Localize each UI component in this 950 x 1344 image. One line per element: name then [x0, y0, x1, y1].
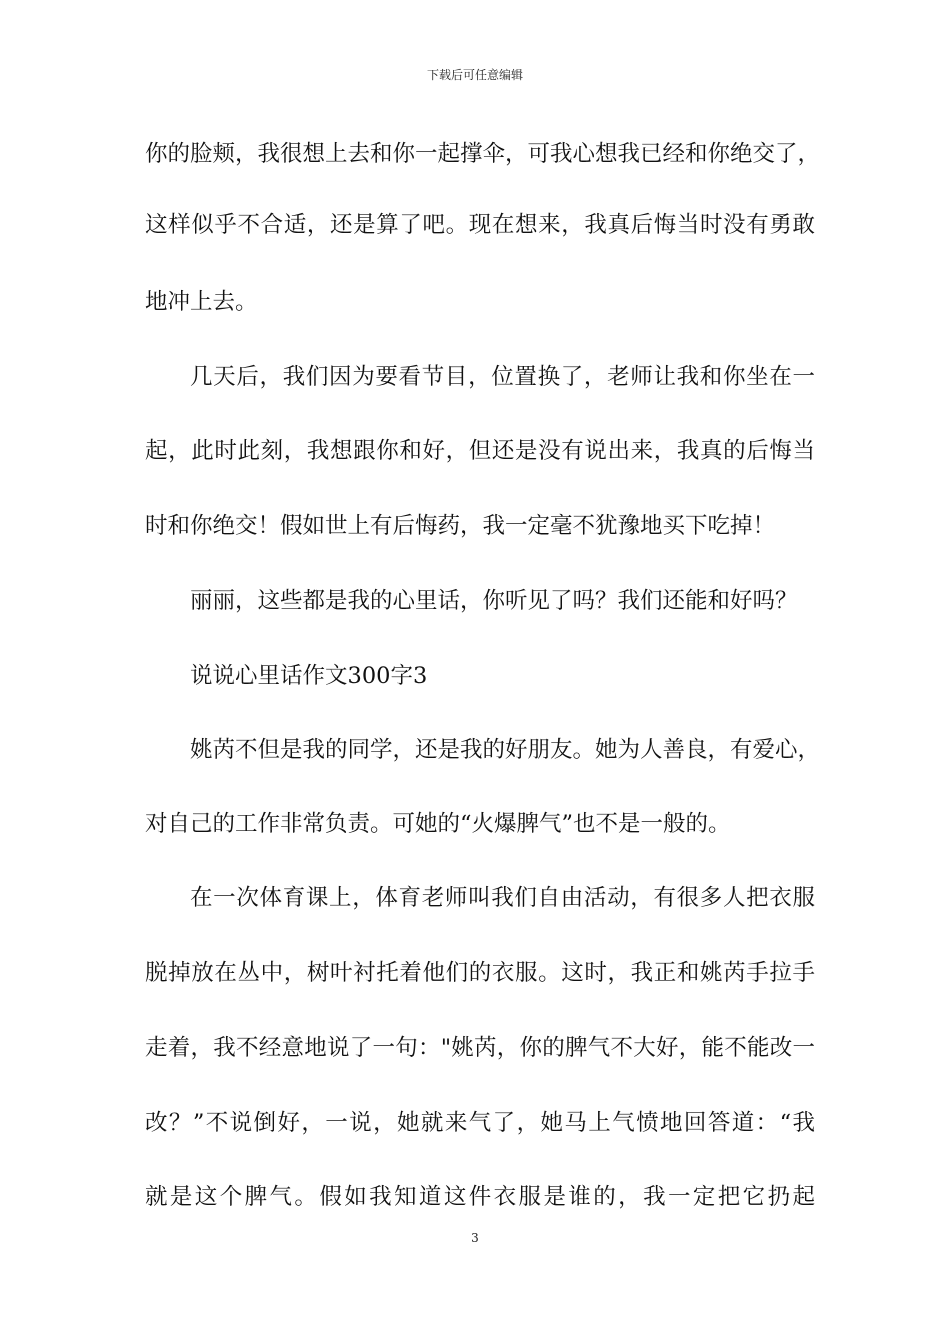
text-line-3: 地冲上去。: [145, 289, 258, 315]
text-line-4: 几天后，我们因为要看节目，位置换了，老师让我和你坐在一: [190, 364, 815, 390]
text-line-10: 对自己的工作非常负责。可她的“火爆脾气”也不是一般的。: [145, 811, 731, 837]
page-number: 3: [471, 1231, 479, 1245]
text-line-15: 就是这个脾气。假如我知道这件衣服是谁的，我一定把它扔起: [145, 1184, 815, 1210]
text-line-5: 起，此时此刻，我想跟你和好，但还是没有说出来，我真的后悔当: [145, 438, 815, 464]
text-line-13: 走着，我不经意地说了一句："姚芮，你的脾气不大好，能不能改一: [145, 1035, 815, 1061]
text-line-2: 这样似乎不合适，还是算了吧。现在想来，我真后悔当时没有勇敢: [145, 212, 815, 238]
page-header: 下载后可任意编辑: [426, 68, 523, 82]
text-line-7: 丽丽，这些都是我的心里话，你听见了吗？我们还能和好吗？: [190, 588, 798, 614]
text-line-6: 时和你绝交！假如世上有后悔药，我一定毫不犹豫地买下吃掉！: [145, 513, 776, 539]
text-line-12: 脱掉放在丛中，树叶衬托着他们的衣服。这时，我正和姚芮手拉手: [145, 960, 815, 986]
text-line-11: 在一次体育课上，体育老师叫我们自由活动，有很多人把衣服: [190, 885, 815, 911]
text-line-1: 你的脸颊，我很想上去和你一起撑伞，可我心想我已经和你绝交了，: [145, 141, 821, 167]
section-heading: 说说心里话作文300字3: [190, 663, 428, 689]
text-line-9: 姚芮不但是我的同学，还是我的好朋友。她为人善良，有爱心，: [190, 737, 821, 763]
text-line-14: 改？”不说倒好，一说，她就来气了，她马上气愤地回答道：“我: [145, 1110, 815, 1136]
